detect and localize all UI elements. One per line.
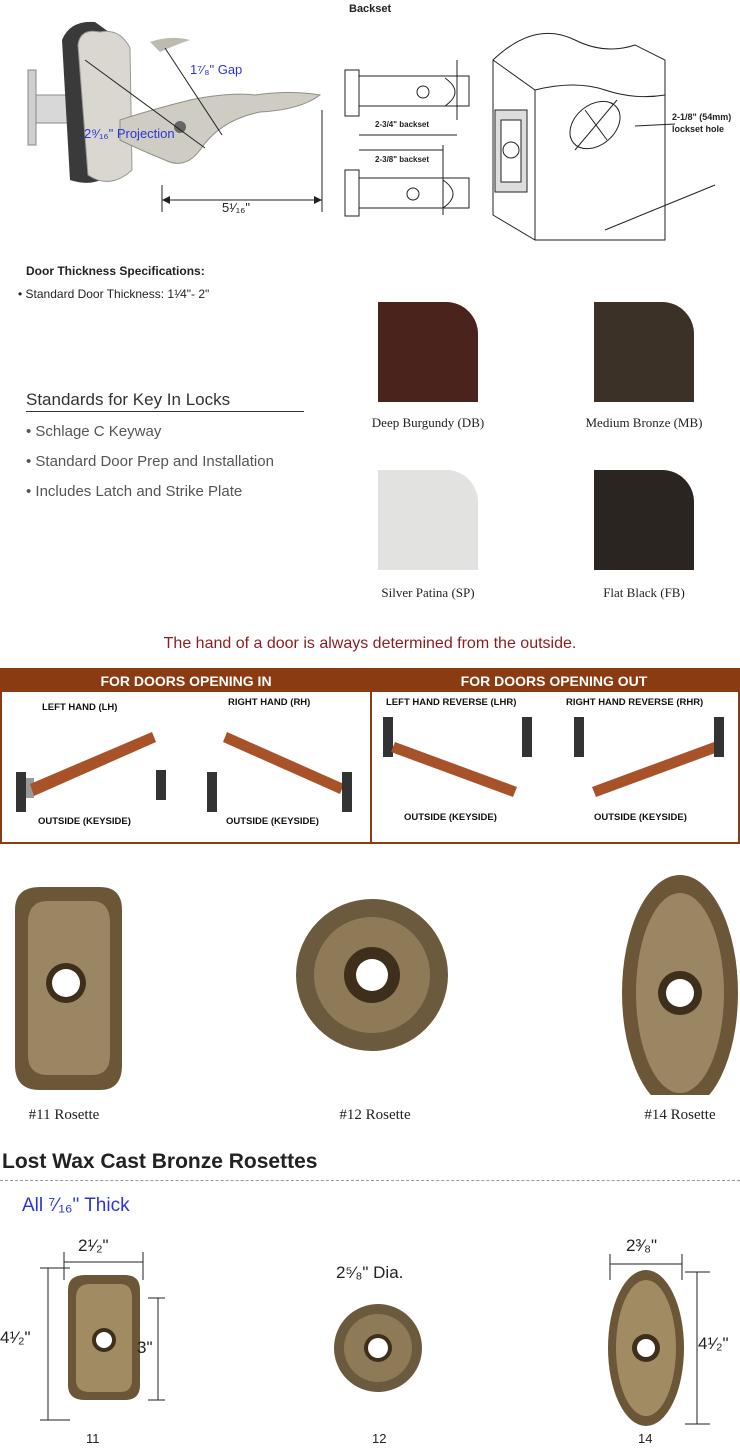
rosette-label: #11 Rosette [28, 1107, 100, 1123]
bullet-icon: • [18, 287, 26, 301]
standards-item: • Includes Latch and Strike Plate [26, 483, 243, 500]
lever-illustration [0, 0, 335, 225]
standards-item: • Schlage C Keyway [26, 423, 162, 440]
r11-inner-label: 3" [137, 1338, 153, 1357]
rhr-label: RIGHT HAND REVERSE (RHR) [566, 697, 704, 708]
rosette-number: 14 [638, 1431, 653, 1446]
outside-label: OUTSIDE (KEYSIDE) [404, 812, 497, 823]
finish-label: Flat Black (FB) [603, 585, 685, 600]
gap-label: 1⁷⁄₈" Gap [190, 62, 243, 77]
finish-swatch-fb [594, 470, 694, 570]
finish-swatch-db [378, 302, 478, 402]
standards-item-text: Includes Latch and Strike Plate [35, 483, 243, 500]
backset-title: Backset [349, 3, 392, 15]
standards-item-text: Standard Door Prep and Installation [35, 453, 274, 470]
backset-1-label: 2-3/4" backset [375, 120, 430, 129]
standards-item-text: Schlage C Keyway [35, 423, 162, 440]
rosette-label: #12 Rosette [339, 1107, 411, 1123]
standards-heading: Standards for Key In Locks [26, 390, 304, 412]
panel-out-title: FOR DOORS OPENING OUT [370, 670, 738, 692]
finish-label: Deep Burgundy (DB) [371, 415, 485, 430]
lhr-label: LEFT HAND REVERSE (LHR) [386, 697, 517, 708]
lockset-hole-label-1: 2-1/8" (54mm) [672, 112, 732, 122]
section-title: Lost Wax Cast Bronze Rosettes [2, 1150, 318, 1173]
section-divider [0, 1180, 740, 1181]
finish-label: Silver Patina (SP) [381, 585, 475, 600]
outside-label: OUTSIDE (KEYSIDE) [38, 816, 131, 827]
rosette-12-drawing [334, 1304, 422, 1392]
length-label: 5¹⁄₁₆" [222, 200, 250, 215]
rosette-label: #14 Rosette [644, 1107, 716, 1123]
rosette-14-image [622, 875, 738, 1095]
finish-label: Medium Bronze (MB) [585, 415, 703, 430]
r14-width-label: 2³⁄₈" [626, 1236, 658, 1255]
projection-label: 2⁹⁄₁₆" Projection [84, 126, 175, 141]
rosette-number: 12 [372, 1431, 387, 1446]
backset-2-label: 2-3/8" backset [375, 155, 430, 164]
thickness-label: All ⁷⁄₁₆" Thick [22, 1195, 130, 1216]
finish-swatch-sp [378, 470, 478, 570]
hand-note: The hand of a door is always determined from the outside. [163, 635, 577, 652]
r11-height-label: 4¹⁄₂" [0, 1328, 31, 1347]
panel-in-title: FOR DOORS OPENING IN [2, 670, 370, 692]
door-thickness-heading: Door Thickness Specifications: [26, 264, 205, 278]
rosette-11-image [15, 887, 122, 1090]
door-thickness-item [18, 287, 209, 301]
r14-height-label: 4¹⁄₂" [698, 1334, 729, 1353]
rosette-11-drawing [40, 1252, 165, 1420]
lockset-hole-label-2: lockset hole [672, 124, 725, 134]
outside-label: OUTSIDE (KEYSIDE) [594, 812, 687, 823]
r11-width-label: 2¹⁄₂" [78, 1236, 109, 1255]
lh-label: LEFT HAND (LH) [42, 702, 118, 713]
finish-swatch-mb [594, 302, 694, 402]
backset-diagram [335, 0, 740, 260]
lever-diagram [0, 0, 335, 225]
r12-dia-label: 2⁵⁄₈" Dia. [336, 1263, 404, 1282]
hand-chart [0, 668, 740, 844]
standards-item: • Standard Door Prep and Installation [26, 453, 274, 470]
door-thickness-text: Standard Door Thickness: 1¹⁄4"- 2" [25, 287, 210, 301]
rh-label: RIGHT HAND (RH) [228, 697, 311, 708]
rosette-photos [0, 875, 740, 1095]
rosette-14-drawing [608, 1254, 710, 1426]
rosette-12-image [296, 899, 448, 1051]
outside-label: OUTSIDE (KEYSIDE) [226, 816, 319, 827]
rosette-number: 11 [86, 1431, 100, 1446]
